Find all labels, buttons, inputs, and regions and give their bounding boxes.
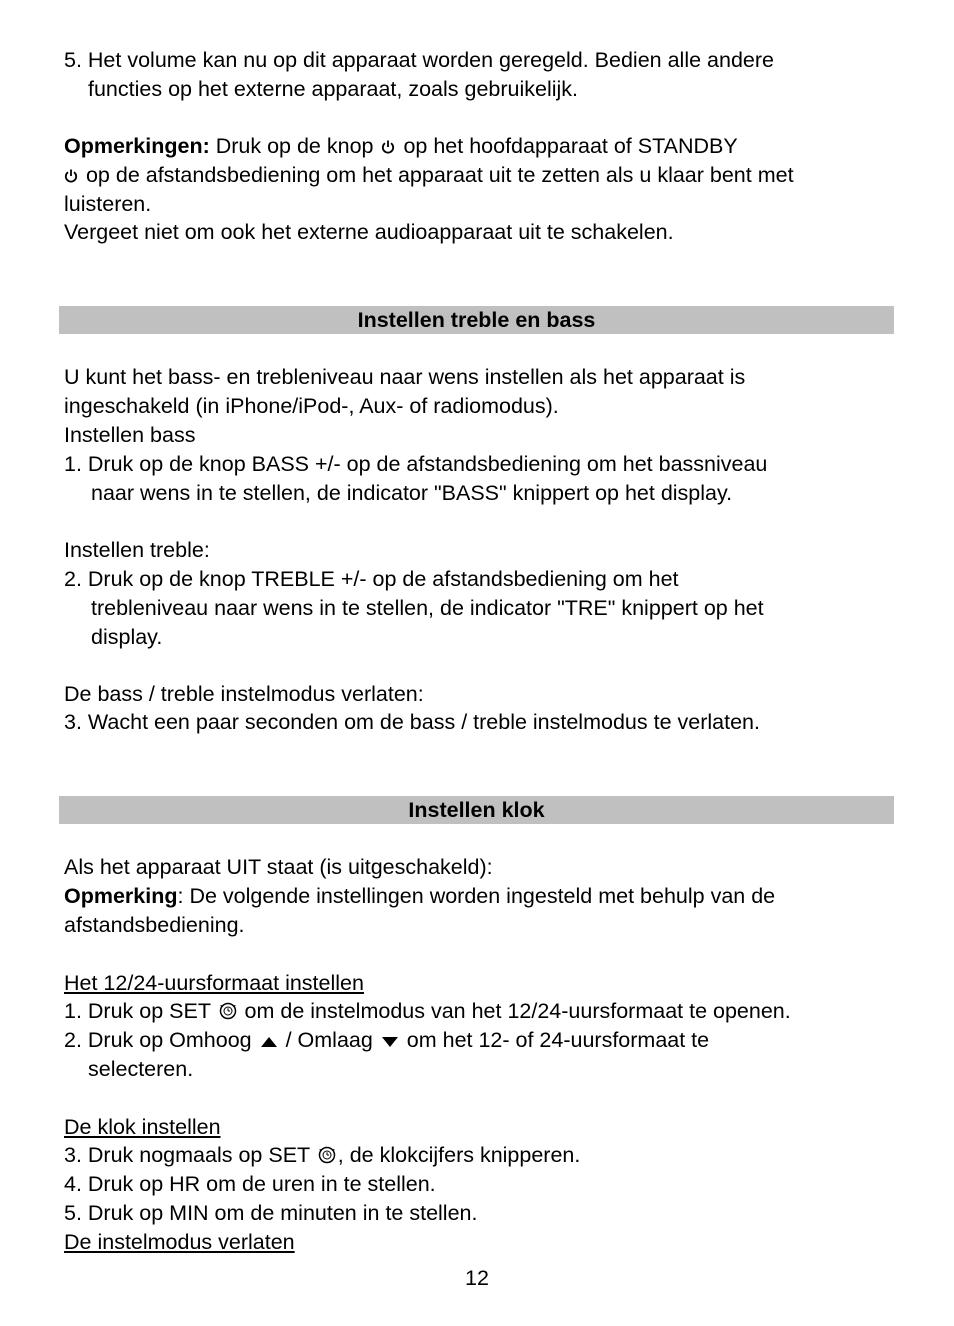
format-step-2 xyxy=(64,1026,709,1057)
treble-intro-line-1: U kunt het bass- en trebleniveau naar wens instellen als het apparaat is xyxy=(64,365,746,389)
clock-step-5: 5. Druk op MIN om de minuten in te stellen. xyxy=(64,1201,478,1225)
clock-note-line-1 xyxy=(64,882,775,911)
step-text: om het 12- of 24-uursformaat te xyxy=(400,1028,710,1052)
step-5-line-1: 5. Het volume kan nu op dit apparaat worden geregeld. Bedien alle andere xyxy=(64,48,774,72)
notes-line-1 xyxy=(64,132,738,163)
step-5-line-2: functies op het externe apparaat, zoals gebruikelijk. xyxy=(88,77,579,101)
bass-step-1-line-2: naar wens in te stellen, de indicator "BASS" knippert op het display. xyxy=(91,481,733,505)
set-clock-icon xyxy=(219,999,237,1028)
power-icon xyxy=(64,163,78,192)
notes-text: Druk op de knop xyxy=(209,134,380,158)
section-header-treble-bass: Instellen treble en bass xyxy=(59,306,894,334)
exit-setting-heading: De instelmodus verlaten xyxy=(64,1230,295,1254)
step-text: 3. Druk nogmaals op SET xyxy=(64,1143,316,1167)
notes-text: op het hoofdapparaat of STANDBY xyxy=(397,134,738,158)
step-text: , de klokcijfers knipperen. xyxy=(337,1143,581,1167)
treble-intro-line-2: ingeschakeld (in iPhone/iPod-, Aux- of radiomodus). xyxy=(64,394,559,418)
power-icon xyxy=(381,134,395,163)
clock-note-text: : De volgende instellingen worden ingesteld met behulp van de xyxy=(177,884,776,908)
clock-intro: Als het apparaat UIT staat (is uitgeschakeld): xyxy=(64,855,493,879)
notes-text: op de afstandsbediening om het apparaat uit te zetten als u klaar bent met xyxy=(80,163,794,187)
bass-step-1-line-1: 1. Druk op de knop BASS +/- op de afstandsbediening om het bassniveau xyxy=(64,452,768,476)
notes-line-2 xyxy=(64,161,794,192)
treble-heading: Instellen treble: xyxy=(64,538,210,562)
page-number: 12 xyxy=(465,1266,489,1290)
section-header-clock: Instellen klok xyxy=(59,796,894,824)
clock-note-label: Opmerking xyxy=(64,884,178,908)
step-text: 1. Druk op SET xyxy=(64,999,217,1023)
notes-label: Opmerkingen: xyxy=(64,134,210,158)
format-heading: Het 12/24-uursformaat instellen xyxy=(64,971,364,995)
notes-line-3: luisteren. xyxy=(64,192,152,216)
clock-heading: De klok instellen xyxy=(64,1115,221,1139)
step-text: / Omlaag xyxy=(279,1028,379,1052)
down-triangle-icon xyxy=(381,1028,399,1057)
format-step-1 xyxy=(64,997,791,1028)
format-step-2-line-2: selecteren. xyxy=(88,1057,194,1081)
notes-line-4: Vergeet niet om ook het externe audioapparaat uit te schakelen. xyxy=(64,220,674,244)
exit-heading: De bass / treble instelmodus verlaten: xyxy=(64,682,424,706)
bass-heading: Instellen bass xyxy=(64,423,196,447)
step-text: 2. Druk op Omhoog xyxy=(64,1028,258,1052)
set-clock-icon xyxy=(318,1143,336,1172)
step-text: om de instelmodus van het 12/24-uursformaat te openen. xyxy=(238,999,791,1023)
clock-note-line-2: afstandsbediening. xyxy=(64,913,245,937)
up-triangle-icon xyxy=(260,1028,278,1057)
clock-step-3 xyxy=(64,1141,580,1172)
treble-step-2-line-1: 2. Druk op de knop TREBLE +/- op de afstandsbediening om het xyxy=(64,567,679,591)
clock-step-4: 4. Druk op HR om de uren in te stellen. xyxy=(64,1172,436,1196)
treble-step-2-line-2: trebleniveau naar wens in te stellen, de indicator "TRE" knippert op het xyxy=(91,596,764,620)
treble-step-2-line-3: display. xyxy=(91,625,163,649)
exit-step-3: 3. Wacht een paar seconden om de bass / treble instelmodus te verlaten. xyxy=(64,710,760,734)
